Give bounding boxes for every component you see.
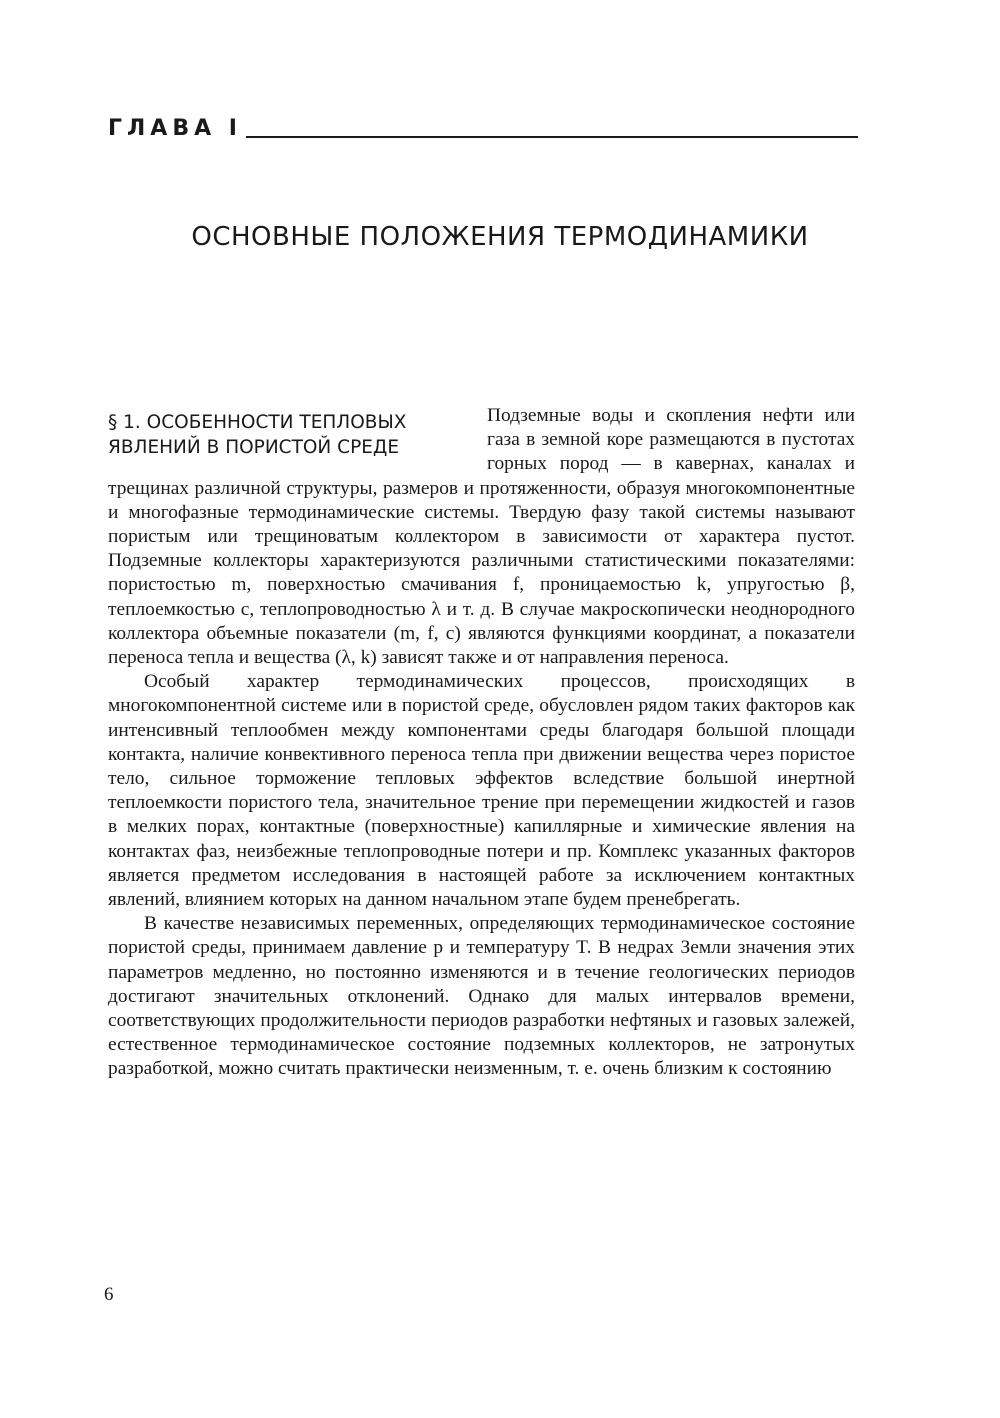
section-heading: § 1. ОСОБЕННОСТИ ТЕПЛОВЫХ ЯВЛЕНИЙ В ПОРИСТОЙ СРЕДЕ	[108, 412, 407, 458]
chapter-header	[108, 118, 858, 140]
paragraph-1: Подземные воды и скопления нефти или газа в земной коре размещаются в пустотах горных пород — в кавернах, каналах и трещинах различной структуры, размеров и протяженности, образуя многокомпонентные и многофазные термодинамические системы. Твердую фазу такой системы называют пористым или трещиноватым коллектором в зависимости от характера пустот. Подземные коллекторы характеризуются различными статистическими показателями: пористостью m, поверхностью смачивания f, проницаемостью k, упругостью β, теплоемкостью c, теплопроводностью λ и т. д. В случае макроскопически неоднородного коллектора объемные показатели (m, f, c) являются функциями координат, а показатели переноса тепла и вещества (λ, k) зависят также и от направления переноса.	[108, 405, 855, 669]
paragraph-2: Особый характер термодинамических процессов, происходящих в многокомпонентной системе или в пористой среде, обусловлен рядом таких факторов как интенсивный теплообмен между компонентами среды благодаря большой площади контакта, наличие конвективного переноса тепла при движении вещества через пористое тело, сильное торможение тепловых эффектов вследствие большой инертной теплоемкости пористого тела, значительное трение при перемещении жидкостей и газов в мелких порах, контактные (поверхностные) капиллярные и химические явления на контактах фаз, неизбежные теплопроводные потери и пр. Комплекс указанных факторов является предметом исследования в настоящей работе за исключением контактных явлений, влиянием которых на данном начальном этапе будем пренебрегать.	[108, 671, 855, 911]
chapter-label: ГЛАВА I	[108, 116, 242, 141]
page-number: 6	[104, 1284, 114, 1305]
body-text	[108, 404, 855, 1082]
paragraph-3: В качестве независимых переменных, определяющих термодинамическое состояние пористой среды, принимаем давление p и температуру T. В недрах Земли значения этих параметров медленно, но постоянно изменяются и в течение геологических периодов достигают значительных отклонений. Однако для малых интервалов времени, соответствующих продолжительности периодов разработки нефтяных и газовых залежей, естественное термодинамическое состояние подземных коллекторов, не затронутых разработкой, можно считать практически неизменным, т. е. очень близким к состоянию	[108, 913, 855, 1080]
chapter-rule	[246, 136, 858, 138]
page-title: ОСНОВНЫЕ ПОЛОЖЕНИЯ ТЕРМОДИНАМИКИ	[191, 222, 809, 252]
